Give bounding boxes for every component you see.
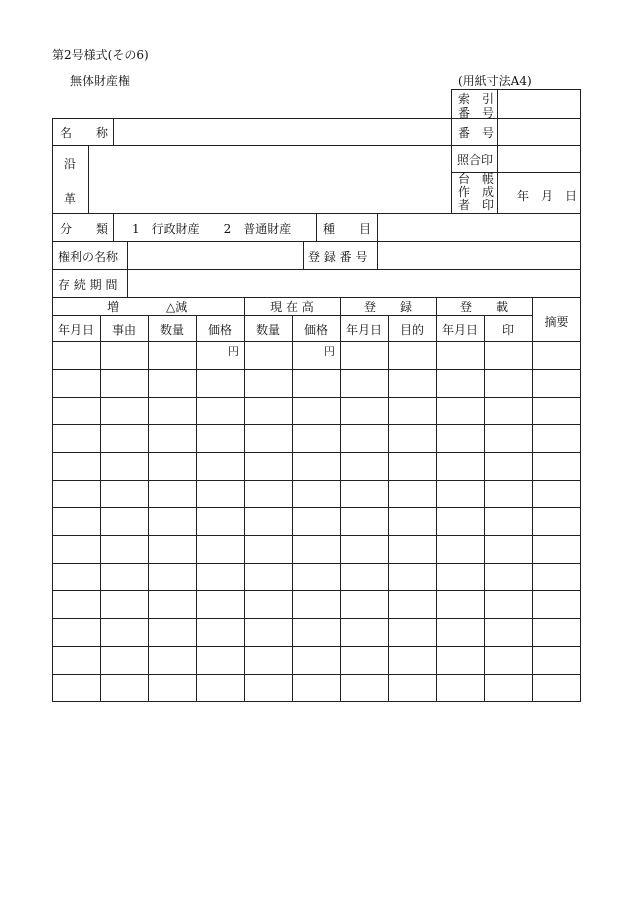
row-line bbox=[52, 452, 581, 453]
registration-number-label: 登 録 番 号 bbox=[308, 250, 368, 264]
ledger-table bbox=[52, 297, 581, 702]
right-name-label: 権利の名称 bbox=[58, 250, 119, 264]
col-current-quantity: 数量 bbox=[255, 323, 280, 337]
col-registration-date: 年月日 bbox=[345, 323, 382, 337]
col-current-price: 価格 bbox=[303, 323, 328, 337]
duration-label: 存 続 期 間 bbox=[58, 278, 118, 292]
header-registration: 登 録 bbox=[363, 300, 412, 314]
row-line bbox=[52, 535, 581, 536]
row-line bbox=[52, 674, 581, 675]
header-decrease: △減 bbox=[166, 300, 188, 314]
row-line bbox=[52, 646, 581, 647]
header-current-balance: 現 在 高 bbox=[270, 300, 314, 314]
col-quantity: 数量 bbox=[159, 323, 184, 337]
header-record: 登 載 bbox=[459, 300, 508, 314]
history-label-bottom: 革 bbox=[64, 192, 77, 206]
col-record-date: 年月日 bbox=[441, 323, 478, 337]
verification-seal-label: 照合印 bbox=[457, 153, 494, 167]
form-subtitle: 無体財産権 bbox=[70, 74, 131, 88]
row-line bbox=[52, 369, 581, 370]
name-history-block bbox=[52, 118, 581, 214]
paper-size-note: (用紙寸法A4) bbox=[458, 74, 532, 88]
duration-row bbox=[52, 269, 581, 298]
row-line bbox=[52, 507, 581, 508]
col-purpose: 目的 bbox=[399, 323, 424, 337]
classification-options: 1 行政財産 2 普通財産 bbox=[132, 222, 292, 236]
header-increase: 増 bbox=[107, 300, 120, 314]
row-line bbox=[52, 618, 581, 619]
row-line bbox=[52, 480, 581, 481]
history-label-top: 沿 bbox=[64, 157, 77, 171]
row-line bbox=[52, 563, 581, 564]
col-seal: 印 bbox=[501, 323, 514, 337]
date-label: 年 月 日 bbox=[517, 189, 578, 203]
name-label: 名 称 bbox=[60, 126, 109, 140]
classification-label: 分 類 bbox=[60, 222, 109, 236]
row-line bbox=[52, 397, 581, 398]
col-date: 年月日 bbox=[57, 323, 94, 337]
current-price-unit-yen: 円 bbox=[324, 345, 335, 358]
index-label-line1: 索 引 bbox=[458, 92, 495, 106]
row-line bbox=[52, 590, 581, 591]
index-label-line2: 番 号 bbox=[458, 106, 495, 120]
form-number: 第2号様式(その6) bbox=[52, 48, 149, 62]
type-label: 種 目 bbox=[323, 222, 372, 236]
number-label: 番 号 bbox=[458, 126, 495, 140]
row-line bbox=[52, 424, 581, 425]
price-unit-yen: 円 bbox=[228, 345, 239, 358]
header-remarks: 摘要 bbox=[544, 315, 569, 329]
col-reason: 事由 bbox=[111, 323, 136, 337]
col-price: 価格 bbox=[207, 323, 232, 337]
ledger-creator-seal-label: 台 帳 作 成 者 印 bbox=[458, 172, 495, 212]
